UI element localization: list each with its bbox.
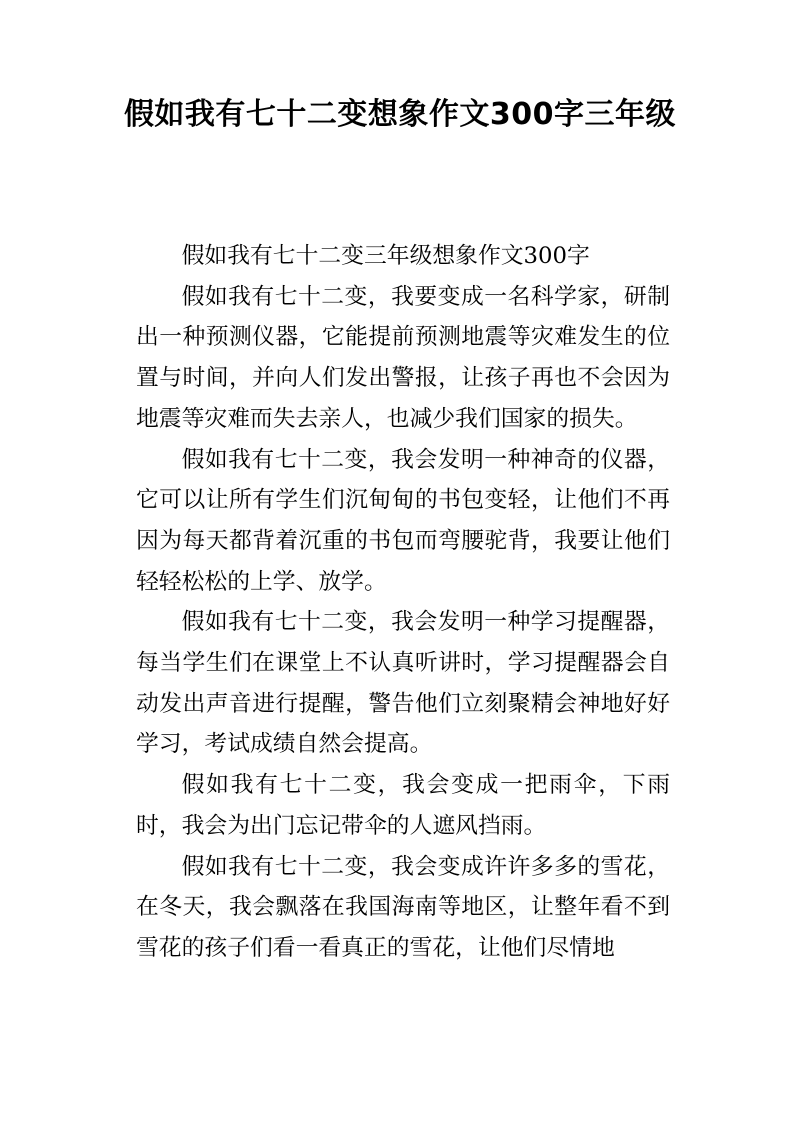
- body-paragraph: 假如我有七十二变，我会发明一种学习提醒器，每当学生们在课堂上不认真听讲时，学习提醒器会自动发出声音进行提醒，警告他们立刻聚精会神地好好学习，考试成绩自然会提高。: [136, 609, 670, 758]
- document-body: [136, 236, 670, 969]
- body-paragraph: 假如我有七十二变，我要变成一名科学家，研制出一种预测仪器，它能提前预测地震等灾难发生的位置与时间，并向人们发出警报，让孩子再也不会因为地震等灾难而失去亲人，也减少我们国家的损失。: [136, 283, 670, 432]
- body-paragraph: 假如我有七十二变，我会发明一种神奇的仪器，它可以让所有学生们沉甸甸的书包变轻，让他们不再因为每天都背着沉重的书包而弯腰驼背，我要让他们轻轻松松的上学、放学。: [136, 446, 670, 595]
- subtitle-paragraph: 假如我有七十二变三年级想象作文300字: [181, 243, 590, 269]
- document-title: 假如我有七十二变想象作文300字三年级: [123, 97, 677, 132]
- body-paragraph: 假如我有七十二变，我会变成许许多多的雪花，在冬天，我会飘落在我国海南等地区，让整年看不到雪花的孩子们看一看真正的雪花，让他们尽情地: [136, 853, 670, 961]
- body-paragraph: 假如我有七十二变，我会变成一把雨伞，下雨时，我会为出门忘记带伞的人遮风挡雨。: [136, 772, 670, 839]
